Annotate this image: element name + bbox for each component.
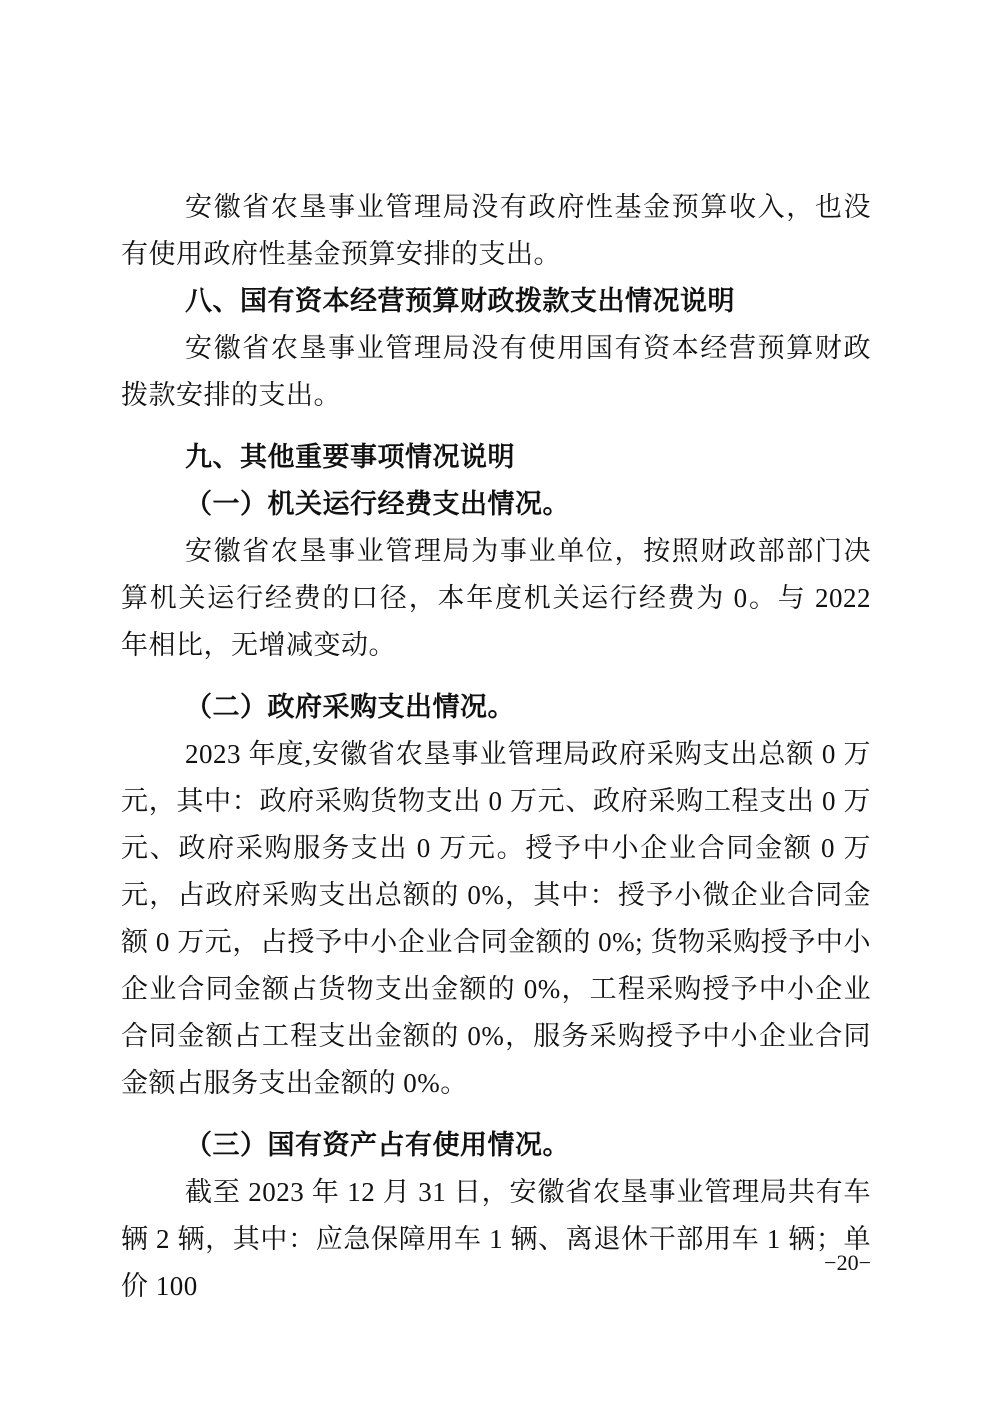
paragraph-state-capital-budget: 安徽省农垦事业管理局没有使用国有资本经营预算财政拨款安排的支出。 [121,333,871,410]
paragraph-operating-expense: 安徽省农垦事业管理局为事业单位，按照财政部部门决算机关运行经费的口径，本年度机关运行经费为 0。与 2022 年相比，无增减变动。 [121,536,871,660]
paragraph-gov-fund-budget: 安徽省农垦事业管理局没有政府性基金预算收入，也没有使用政府性基金预算安排的支出。 [121,192,871,269]
paragraph-procurement-detail: 2023 年度,安徽省农垦事业管理局政府采购支出总额 0 万元，其中：政府采购货物支出 0 万元、政府采购工程支出 0 万元、政府采购服务支出 0 万元。授予中小企业合同金额 0 万元，占政府采购支出总额的 0%，其中：授予小微企业合同金额 0 万元，占授予中小企业合同金额的 0%; 货物采购授予中小企业合同金额占货物支出金额的 0%，工程采购授予中小企业合同金额占工程支出金额的 0%，服务采购授予中小企业合同金额占服务支出金额的 0%。 [121,739,871,1098]
heading-section-9-other-matters: 九、其他重要事项情况说明 [185,442,515,472]
heading-sub-1-operating-expense: （一）机关运行经费支出情况。 [185,489,570,519]
page-number: −20− [824,1250,871,1275]
heading-section-8-state-capital: 八、国有资本经营预算财政拨款支出情况说明 [185,286,735,316]
document-body [121,184,871,1310]
heading-sub-3-state-assets: （三）国有资产占有使用情况。 [185,1130,570,1160]
heading-sub-2-procurement: （二）政府采购支出情况。 [185,692,515,722]
paragraph-state-assets-vehicles: 截至 2023 年 12 月 31 日，安徽省农垦事业管理局共有车辆 2 辆，其中：应急保障用车 1 辆、离退休干部用车 1 辆；单价 100 [121,1177,871,1301]
